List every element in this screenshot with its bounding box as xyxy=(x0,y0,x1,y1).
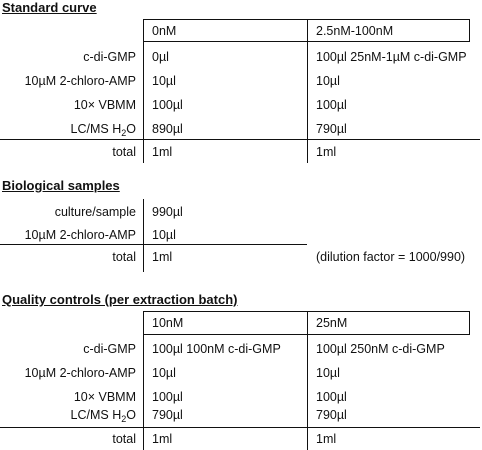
biological-samples-cell: 990µl xyxy=(152,205,183,219)
biological-samples-label-divider xyxy=(143,199,144,272)
quality-controls-row-label: LC/MS $H_2O$ xyxy=(70,408,136,424)
biological-samples-total-cell: 1ml xyxy=(152,250,173,264)
standard-curve-cell: 100µl xyxy=(316,98,347,112)
quality-controls-cell: 790µl xyxy=(316,408,347,422)
standard-curve-label-divider xyxy=(143,42,144,163)
quality-controls-total-label: total xyxy=(112,432,136,446)
quality-controls-col-header-2: 25nM xyxy=(316,316,348,330)
biological-samples-row-label: culture/sample xyxy=(54,205,136,219)
quality-controls-row-label: 10µM 2-chloro-AMP xyxy=(24,366,136,380)
standard-curve-total-cell: 1ml xyxy=(152,145,173,159)
standard-curve-row-label: c-di-GMP xyxy=(83,50,136,64)
biological-samples-total-label: total xyxy=(112,250,136,264)
quality-controls-cell: 10µl xyxy=(152,366,176,380)
biological-samples-heading: Biological samples xyxy=(2,178,120,193)
standard-curve-cell: 10µl xyxy=(152,74,176,88)
standard-curve-row-label: LC/MS $H_2O$ xyxy=(70,122,136,138)
standard-curve-cell: 10µl xyxy=(316,74,340,88)
standard-curve-cell: 890µl xyxy=(152,122,183,136)
quality-controls-cell: 100µl 100nM c-di-GMP xyxy=(152,342,281,356)
quality-controls-label-divider xyxy=(143,335,144,450)
quality-controls-cell: 100µl xyxy=(316,390,347,404)
standard-curve-cell: 100µl 25nM-1µM c-di-GMP xyxy=(316,50,467,64)
quality-controls-heading: Quality controls (per extraction batch) xyxy=(2,292,238,307)
standard-curve-row-label: 10µM 2-chloro-AMP xyxy=(24,74,136,88)
standard-curve-total-label: total xyxy=(112,145,136,159)
quality-controls-cell: 790µl xyxy=(152,408,183,422)
quality-controls-cell: 100µl 250nM c-di-GMP xyxy=(316,342,445,356)
quality-controls-row-label: c-di-GMP xyxy=(83,342,136,356)
quality-controls-cell: 10µl xyxy=(316,366,340,380)
standard-curve-row-label: 10× VBMM xyxy=(73,98,136,112)
standard-curve-cell: 100µl xyxy=(152,98,183,112)
standard-curve-total-rule xyxy=(0,139,480,140)
standard-curve-total-cell: 1ml xyxy=(316,145,337,159)
dilution-factor-note: (dilution factor = 1000/990) xyxy=(316,250,466,264)
standard-curve-col-header-1: 0nM xyxy=(152,24,177,38)
quality-controls-col-header-1: 10nM xyxy=(152,316,184,330)
biological-samples-total-rule xyxy=(0,244,307,245)
standard-curve-column-divider xyxy=(307,19,308,163)
quality-controls-cell: 100µl xyxy=(152,390,183,404)
quality-controls-total-rule xyxy=(0,427,480,428)
quality-controls-row-label: 10× VBMM xyxy=(73,390,136,404)
standard-curve-col-header-2: 2.5nM-100nM xyxy=(316,24,394,38)
quality-controls-total-cell: 1ml xyxy=(152,432,173,446)
standard-curve-heading: Standard curve xyxy=(2,0,97,15)
standard-curve-cell: 790µl xyxy=(316,122,347,136)
quality-controls-column-divider xyxy=(307,311,308,450)
standard-curve-cell: 0µl xyxy=(152,50,169,64)
biological-samples-row-label: 10µM 2-chloro-AMP xyxy=(24,228,136,242)
quality-controls-total-cell: 1ml xyxy=(316,432,337,446)
biological-samples-cell: 10µl xyxy=(152,228,176,242)
